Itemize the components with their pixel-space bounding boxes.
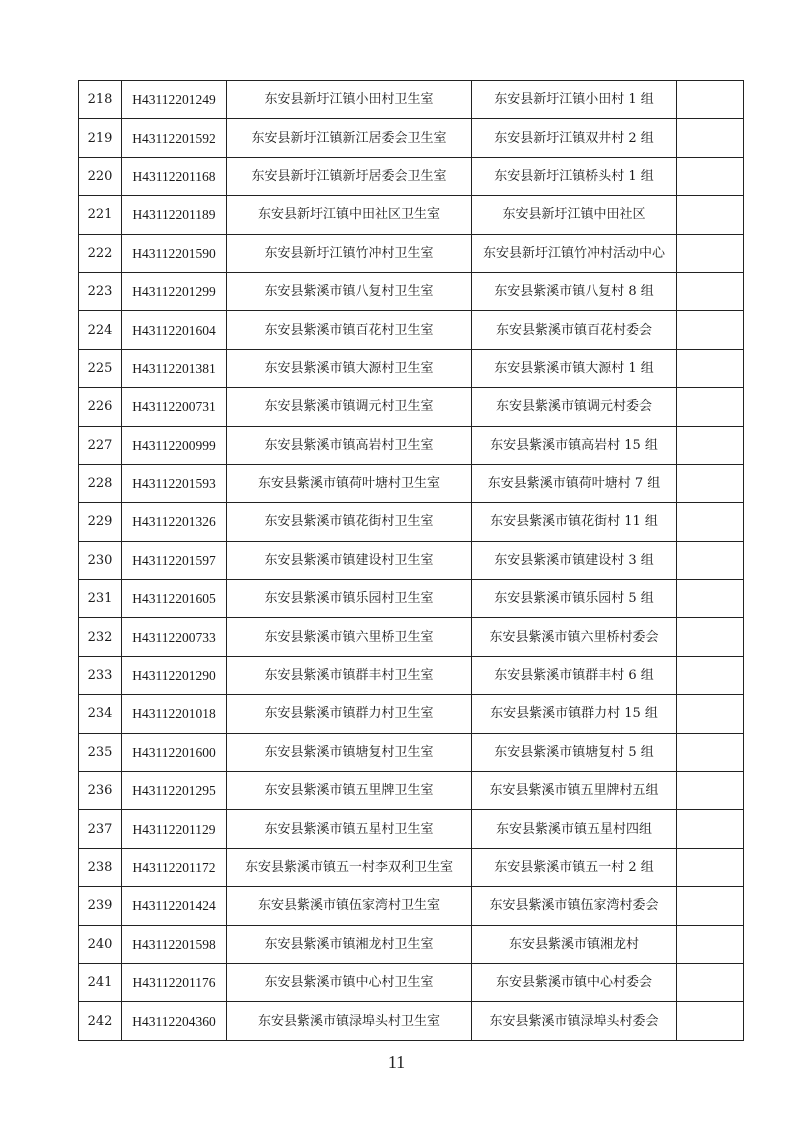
row-number: 218: [79, 81, 122, 119]
remarks-cell: [677, 119, 744, 157]
remarks-cell: [677, 234, 744, 272]
institution-name: 东安县紫溪市镇伍家湾村卫生室: [227, 887, 472, 925]
remarks-cell: [677, 772, 744, 810]
remarks-cell: [677, 1002, 744, 1040]
row-number: 231: [79, 580, 122, 618]
table-row: [79, 464, 744, 502]
institution-address: 东安县紫溪市镇花街村 11 组: [472, 503, 677, 541]
institution-name: 东安县紫溪市镇调元村卫生室: [227, 388, 472, 426]
institution-code: H43112201604: [122, 311, 227, 349]
row-number: 237: [79, 810, 122, 848]
row-number: 236: [79, 772, 122, 810]
page-number: 11: [387, 1052, 406, 1072]
institution-name: 东安县紫溪市镇大源村卫生室: [227, 349, 472, 387]
institution-name: 东安县紫溪市镇塘复村卫生室: [227, 733, 472, 771]
institution-name: 东安县新圩江镇新江居委会卫生室: [227, 119, 472, 157]
table-row: [79, 426, 744, 464]
remarks-cell: [677, 311, 744, 349]
institution-address: 东安县紫溪市镇建设村 3 组: [472, 541, 677, 579]
remarks-cell: [677, 618, 744, 656]
table-row: [79, 887, 744, 925]
table-row: [79, 1002, 744, 1040]
institution-name: 东安县新圩江镇新圩居委会卫生室: [227, 157, 472, 195]
institution-code: H43112201168: [122, 157, 227, 195]
remarks-cell: [677, 464, 744, 502]
row-number: 227: [79, 426, 122, 464]
table-row: [79, 388, 744, 426]
row-number: 226: [79, 388, 122, 426]
remarks-cell: [677, 388, 744, 426]
row-number: 224: [79, 311, 122, 349]
institution-code: H43112201249: [122, 81, 227, 119]
institution-code: H43112201326: [122, 503, 227, 541]
institution-code: H43112201597: [122, 541, 227, 579]
institution-name: 东安县紫溪市镇八复村卫生室: [227, 272, 472, 310]
table-row: [79, 733, 744, 771]
remarks-cell: [677, 157, 744, 195]
institution-code: H43112201605: [122, 580, 227, 618]
institution-code: H43112201295: [122, 772, 227, 810]
table-row: [79, 196, 744, 234]
table-row: [79, 618, 744, 656]
row-number: 229: [79, 503, 122, 541]
institution-address: 东安县新圩江镇竹冲村活动中心: [472, 234, 677, 272]
table-row: [79, 541, 744, 579]
institution-name: 东安县紫溪市镇五一村李双利卫生室: [227, 848, 472, 886]
table-row: [79, 580, 744, 618]
institution-address: 东安县紫溪市镇调元村委会: [472, 388, 677, 426]
institution-name: 东安县紫溪市镇高岩村卫生室: [227, 426, 472, 464]
table-row: [79, 311, 744, 349]
institution-name: 东安县新圩江镇中田社区卫生室: [227, 196, 472, 234]
row-number: 230: [79, 541, 122, 579]
remarks-cell: [677, 196, 744, 234]
institution-address: 东安县紫溪市镇六里桥村委会: [472, 618, 677, 656]
institution-address: 东安县紫溪市镇湘龙村: [472, 925, 677, 963]
institution-code: H43112201593: [122, 464, 227, 502]
institution-code: H43112201172: [122, 848, 227, 886]
institution-code: H43112201176: [122, 963, 227, 1001]
institution-address: 东安县紫溪市镇百花村委会: [472, 311, 677, 349]
row-number: 233: [79, 656, 122, 694]
institution-address: 东安县紫溪市镇伍家湾村委会: [472, 887, 677, 925]
institution-address: 东安县新圩江镇双井村 2 组: [472, 119, 677, 157]
institution-name: 东安县紫溪市镇建设村卫生室: [227, 541, 472, 579]
institution-address: 东安县紫溪市镇乐园村 5 组: [472, 580, 677, 618]
institution-code: H43112201189: [122, 196, 227, 234]
institution-address: 东安县紫溪市镇荷叶塘村 7 组: [472, 464, 677, 502]
table-row: [79, 963, 744, 1001]
row-number: 221: [79, 196, 122, 234]
institution-address: 东安县新圩江镇小田村 1 组: [472, 81, 677, 119]
institution-code: H43112200999: [122, 426, 227, 464]
table-row: [79, 234, 744, 272]
institution-name: 东安县紫溪市镇中心村卫生室: [227, 963, 472, 1001]
institution-address: 东安县新圩江镇中田社区: [472, 196, 677, 234]
remarks-cell: [677, 695, 744, 733]
institution-address: 东安县紫溪市镇八复村 8 组: [472, 272, 677, 310]
institution-code: H43112204360: [122, 1002, 227, 1040]
remarks-cell: [677, 272, 744, 310]
remarks-cell: [677, 81, 744, 119]
clinic-list-table: [78, 80, 744, 1041]
row-number: 240: [79, 925, 122, 963]
institution-address: 东安县紫溪市镇群力村 15 组: [472, 695, 677, 733]
institution-name: 东安县紫溪市镇湘龙村卫生室: [227, 925, 472, 963]
institution-name: 东安县新圩江镇小田村卫生室: [227, 81, 472, 119]
institution-name: 东安县紫溪市镇渌埠头村卫生室: [227, 1002, 472, 1040]
institution-address: 东安县紫溪市镇中心村委会: [472, 963, 677, 1001]
institution-address: 东安县新圩江镇桥头村 1 组: [472, 157, 677, 195]
remarks-cell: [677, 503, 744, 541]
institution-code: H43112201600: [122, 733, 227, 771]
table-row: [79, 272, 744, 310]
remarks-cell: [677, 810, 744, 848]
table-row: [79, 119, 744, 157]
row-number: 228: [79, 464, 122, 502]
remarks-cell: [677, 848, 744, 886]
institution-code: H43112201018: [122, 695, 227, 733]
institution-code: H43112201381: [122, 349, 227, 387]
remarks-cell: [677, 963, 744, 1001]
institution-name: 东安县紫溪市镇荷叶塘村卫生室: [227, 464, 472, 502]
institution-name: 东安县紫溪市镇五星村卫生室: [227, 810, 472, 848]
remarks-cell: [677, 656, 744, 694]
row-number: 220: [79, 157, 122, 195]
row-number: 222: [79, 234, 122, 272]
remarks-cell: [677, 426, 744, 464]
row-number: 225: [79, 349, 122, 387]
table-row: [79, 810, 744, 848]
institution-code: H43112201129: [122, 810, 227, 848]
institution-code: H43112201592: [122, 119, 227, 157]
institution-address: 东安县紫溪市镇五一村 2 组: [472, 848, 677, 886]
institution-name: 东安县新圩江镇竹冲村卫生室: [227, 234, 472, 272]
remarks-cell: [677, 349, 744, 387]
institution-address: 东安县紫溪市镇大源村 1 组: [472, 349, 677, 387]
institution-address: 东安县紫溪市镇塘复村 5 组: [472, 733, 677, 771]
row-number: 223: [79, 272, 122, 310]
table-row: [79, 349, 744, 387]
row-number: 241: [79, 963, 122, 1001]
row-number: 219: [79, 119, 122, 157]
institution-code: H43112201299: [122, 272, 227, 310]
institution-name: 东安县紫溪市镇百花村卫生室: [227, 311, 472, 349]
institution-address: 东安县紫溪市镇渌埠头村委会: [472, 1002, 677, 1040]
institution-name: 东安县紫溪市镇五里牌卫生室: [227, 772, 472, 810]
table-row: [79, 695, 744, 733]
institution-code: H43112200733: [122, 618, 227, 656]
institution-code: H43112201590: [122, 234, 227, 272]
remarks-cell: [677, 887, 744, 925]
row-number: 235: [79, 733, 122, 771]
clinic-list-body: [79, 81, 744, 1041]
table-row: [79, 157, 744, 195]
row-number: 232: [79, 618, 122, 656]
institution-name: 东安县紫溪市镇花街村卫生室: [227, 503, 472, 541]
institution-name: 东安县紫溪市镇群丰村卫生室: [227, 656, 472, 694]
institution-address: 东安县紫溪市镇群丰村 6 组: [472, 656, 677, 694]
institution-address: 东安县紫溪市镇五里牌村五组: [472, 772, 677, 810]
row-number: 234: [79, 695, 122, 733]
institution-address: 东安县紫溪市镇高岩村 15 组: [472, 426, 677, 464]
institution-name: 东安县紫溪市镇群力村卫生室: [227, 695, 472, 733]
row-number: 239: [79, 887, 122, 925]
institution-name: 东安县紫溪市镇乐园村卫生室: [227, 580, 472, 618]
institution-code: H43112201424: [122, 887, 227, 925]
institution-name: 东安县紫溪市镇六里桥卫生室: [227, 618, 472, 656]
table-row: [79, 656, 744, 694]
institution-code: H43112201290: [122, 656, 227, 694]
institution-address: 东安县紫溪市镇五星村四组: [472, 810, 677, 848]
remarks-cell: [677, 925, 744, 963]
row-number: 238: [79, 848, 122, 886]
institution-code: H43112200731: [122, 388, 227, 426]
institution-code: H43112201598: [122, 925, 227, 963]
table-row: [79, 772, 744, 810]
remarks-cell: [677, 541, 744, 579]
table-row: [79, 81, 744, 119]
remarks-cell: [677, 580, 744, 618]
remarks-cell: [677, 733, 744, 771]
row-number: 242: [79, 1002, 122, 1040]
table-row: [79, 503, 744, 541]
table-row: [79, 925, 744, 963]
table-row: [79, 848, 744, 886]
